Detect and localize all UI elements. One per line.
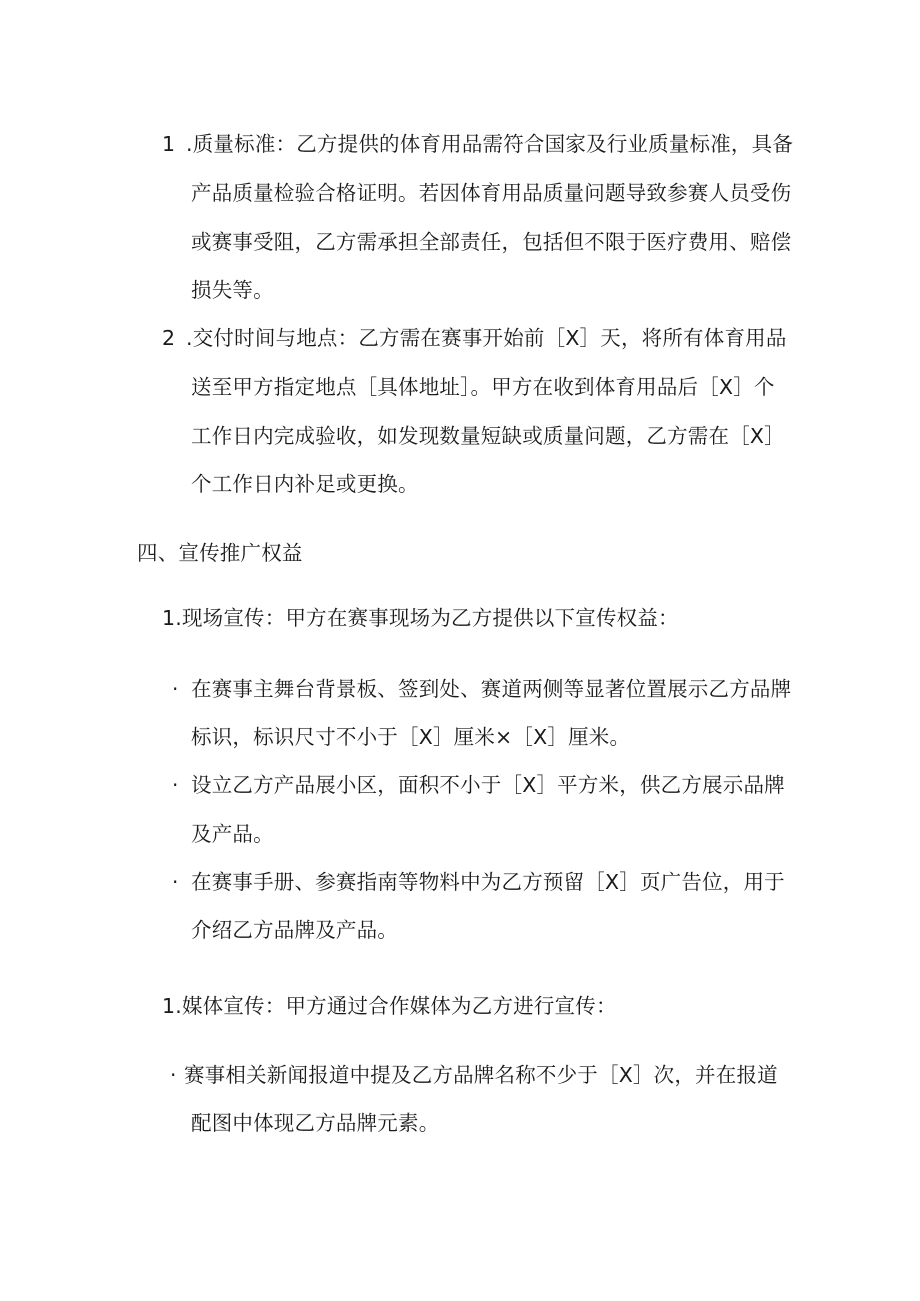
bullet-marker: · [172, 870, 179, 894]
media-bullet-line-1: 赛事相关新闻报道中提及乙方品牌名称不少于［X］次，并在报道 [184, 1063, 778, 1087]
onsite-bullet-2-line-2: 及产品。 [191, 822, 274, 846]
item-1-number: 1 [162, 132, 176, 156]
bullet-marker: · [172, 677, 179, 701]
item-2-line-1: .交付时间与地点：乙方需在赛事开始前［X］天，将所有体育用品 [186, 326, 787, 350]
onsite-bullet-2-line-1: 设立乙方产品展小区，面积不小于［X］平方米，供乙方展示品牌 [191, 773, 785, 797]
bullet-marker: · [170, 1063, 177, 1087]
item-2-number: 2 [162, 326, 176, 350]
section-heading: 四、宣传推广权益 [137, 541, 303, 565]
item-1-line-1: .质量标准：乙方提供的体育用品需符合国家及行业质量标准，具备 [186, 132, 794, 156]
media-heading: 1.媒体宣传：甲方通过合作媒体为乙方进行宣传： [162, 994, 617, 1018]
item-1-line-3: 或赛事受阻，乙方需承担全部责任，包括但不限于医疗费用、赔偿 [191, 230, 792, 254]
media-bullet-line-2: 配图中体现乙方品牌元素。 [191, 1111, 440, 1135]
item-1-line-2: 产品质量检验合格证明。若因体育用品质量问题导致参赛人员受伤 [191, 181, 792, 205]
onsite-heading: 1.现场宣传：甲方在赛事现场为乙方提供以下宣传权益： [162, 606, 679, 630]
item-2-line-2: 送至甲方指定地点［具体地址］。甲方在收到体育用品后［X］个 [191, 375, 775, 399]
item-2-line-4: 个工作日内补足或更换。 [191, 472, 419, 496]
onsite-bullet-3-line-2: 介绍乙方品牌及产品。 [191, 918, 398, 942]
item-2-line-3: 工作日内完成验收，如发现数量短缺或质量问题，乙方需在［X］ [191, 424, 785, 448]
item-1-line-4: 损失等。 [191, 278, 274, 302]
onsite-bullet-1-line-1: 在赛事主舞台背景板、签到处、赛道两侧等显著位置展示乙方品牌 [191, 677, 792, 701]
onsite-bullet-1-line-2: 标识，标识尺寸不小于［X］厘米×［X］厘米。 [191, 725, 631, 749]
onsite-bullet-3-line-1: 在赛事手册、参赛指南等物料中为乙方预留［X］页广告位，用于 [191, 870, 785, 894]
bullet-marker: · [172, 773, 179, 797]
